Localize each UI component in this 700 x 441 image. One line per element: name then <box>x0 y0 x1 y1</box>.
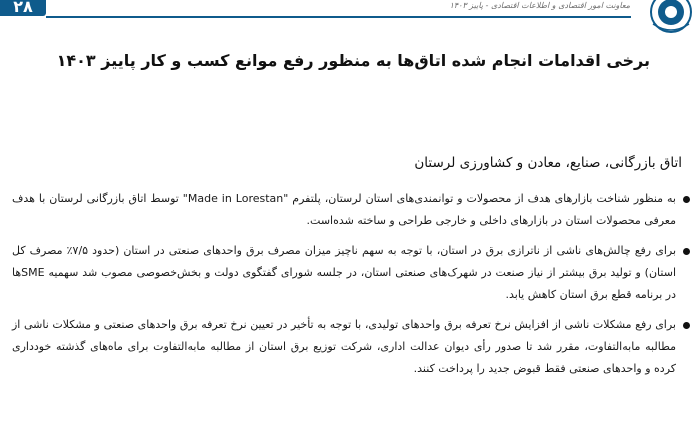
bullet-icon <box>683 196 690 203</box>
bullet-text: به منظور شناخت بازارهای هدف از محصولات و توانمندی‌های استان لرستان، پلتفرم "Made in Lorestan" توسط اتاق بازرگانی لرستان با هدف معرفی محصولات استان در بازارهای داخلی و خارجی طراحی و ساخته شده‌است. <box>12 192 676 227</box>
chamber-logo-icon <box>633 0 700 40</box>
bullet-list <box>12 188 690 388</box>
list-item <box>12 314 690 380</box>
header-rule <box>46 16 631 18</box>
bullet-text: برای رفع چالش‌های ناشی از ناترازی برق در استان، با توجه به سهم ناچیز میزان مصرف برق واحدهای صنعتی در استان (حدود ۷/۵٪ مصرف کل استان) و تولید برق بیشتر از نیاز صنعت در شهرک‌های صنعتی استان، در جلسه شورای گفتگوی دولت و بخش‌خصوصی مصوب شد سهمیه SMEها در برنامه قطع برق استان کاهش یابد. <box>12 244 676 301</box>
page-number: ۲۸ <box>0 0 46 16</box>
page-title: برخی اقدامات انجام شده اتاق‌ها به منظور رفع موانع کسب و کار پاییز ۱۴۰۳ <box>56 51 650 70</box>
bullet-text: برای رفع مشکلات ناشی از افزایش نرخ تعرفه برق واحدهای تولیدی، با توجه به تأخیر در تعیین نرخ تعرفه برق واحدهای صنعتی و مشکلات ناشی از مطالبه مابه‌التفاوت، مقرر شد تا صدور رأی دیوان عدالت اداری، شرکت توزیع برق استان از مطالبه مابه‌التفاوت برای ماه‌های گذشته خودداری کرده و واحدهای صنعتی فقط قبوض جدید را پرداخت کنند. <box>12 318 676 375</box>
header-caption: معاونت امور اقتصادی و اطلاعات اقتصادی - پاییز ۱۴۰۳ <box>449 1 630 10</box>
bullet-icon <box>683 322 690 329</box>
list-item <box>12 240 690 306</box>
list-item <box>12 188 690 232</box>
bullet-icon <box>683 248 690 255</box>
section-heading: اتاق بازرگانی، صنایع، معادن و کشاورزی لرستان <box>414 155 682 171</box>
